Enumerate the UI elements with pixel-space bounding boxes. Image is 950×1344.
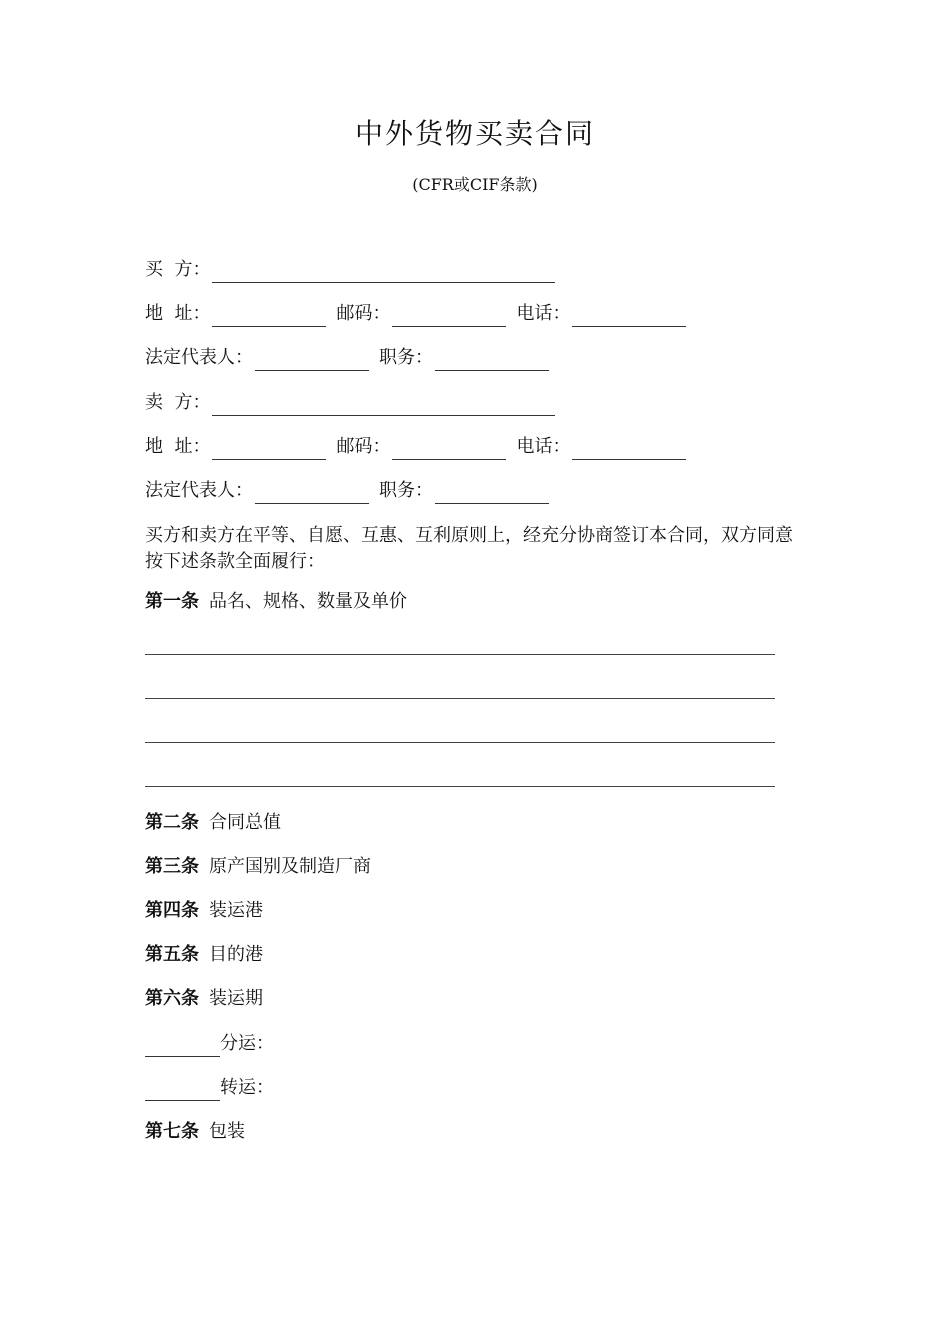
- buyer-phone-label: 电话：: [516, 303, 571, 324]
- buyer-position-label: 职务：: [379, 347, 433, 368]
- buyer-postcode-label: 邮码：: [336, 303, 391, 324]
- partial-shipment-field[interactable]: [145, 1036, 220, 1057]
- seller-postcode-field[interactable]: [392, 439, 506, 460]
- buyer-line: [145, 257, 565, 283]
- seller-phone-field[interactable]: [572, 439, 686, 460]
- article-6-number: 第六条: [145, 988, 199, 1009]
- article-7-title: 包装: [209, 1121, 245, 1142]
- seller-label: 卖 方：: [145, 392, 211, 413]
- seller-address-line: [145, 434, 696, 460]
- article-4: [145, 898, 263, 924]
- transshipment-field[interactable]: [145, 1080, 220, 1101]
- buyer-name-field[interactable]: [212, 262, 555, 283]
- article-4-title: 装运港: [209, 900, 263, 921]
- seller-position-field[interactable]: [435, 483, 549, 504]
- article-3-title: 原产国别及制造厂商: [209, 856, 371, 877]
- seller-rep-line: [145, 478, 559, 504]
- partial-shipment-line: [145, 1031, 274, 1057]
- buyer-label: 买 方：: [145, 259, 211, 280]
- article-5-number: 第五条: [145, 944, 199, 965]
- buyer-rep-label: 法定代表人：: [145, 347, 253, 368]
- buyer-address-line: [145, 301, 696, 327]
- article-1-fill-line-4[interactable]: [145, 786, 775, 787]
- buyer-position-field[interactable]: [435, 350, 549, 371]
- partial-shipment-label: 分运：: [220, 1033, 274, 1054]
- intro-paragraph: 买方和卖方在平等、自愿、互惠、互利原则上，经充分协商签订本合同，双方同意按下述条款全面履行：: [145, 525, 793, 572]
- article-1-fill-line-1[interactable]: [145, 654, 775, 655]
- buyer-phone-field[interactable]: [572, 306, 686, 327]
- article-1-number: 第一条: [145, 591, 199, 612]
- seller-position-label: 职务：: [379, 480, 433, 501]
- article-1-fill-line-2[interactable]: [145, 698, 775, 699]
- article-5-title: 目的港: [209, 944, 263, 965]
- seller-address-label: 地 址：: [145, 436, 211, 457]
- article-6-title: 装运期: [209, 988, 263, 1009]
- seller-rep-label: 法定代表人：: [145, 480, 253, 501]
- article-5: [145, 942, 263, 968]
- article-3: [145, 854, 371, 880]
- article-7: [145, 1119, 245, 1145]
- transshipment-label: 转运：: [220, 1077, 274, 1098]
- buyer-rep-line: [145, 345, 559, 371]
- article-1: [145, 589, 407, 615]
- document-title: 中外货物买卖合同: [354, 117, 595, 150]
- article-2: [145, 810, 281, 836]
- article-1-fill-line-3[interactable]: [145, 742, 775, 743]
- seller-rep-field[interactable]: [255, 483, 369, 504]
- transshipment-line: [145, 1075, 274, 1101]
- seller-phone-label: 电话：: [516, 436, 571, 457]
- seller-name-field[interactable]: [212, 395, 555, 416]
- article-4-number: 第四条: [145, 900, 199, 921]
- buyer-rep-field[interactable]: [255, 350, 369, 371]
- buyer-address-label: 地 址：: [145, 303, 211, 324]
- article-2-title: 合同总值: [209, 812, 281, 833]
- buyer-address-field[interactable]: [212, 306, 326, 327]
- article-1-title: 品名、规格、数量及单价: [209, 591, 407, 612]
- seller-address-field[interactable]: [212, 439, 326, 460]
- article-7-number: 第七条: [145, 1121, 199, 1142]
- article-3-number: 第三条: [145, 856, 199, 877]
- article-6: [145, 986, 263, 1012]
- buyer-postcode-field[interactable]: [392, 306, 506, 327]
- seller-postcode-label: 邮码：: [336, 436, 391, 457]
- document-subtitle: (CFR或CIF条款): [412, 175, 538, 194]
- article-2-number: 第二条: [145, 812, 199, 833]
- seller-line: [145, 390, 565, 416]
